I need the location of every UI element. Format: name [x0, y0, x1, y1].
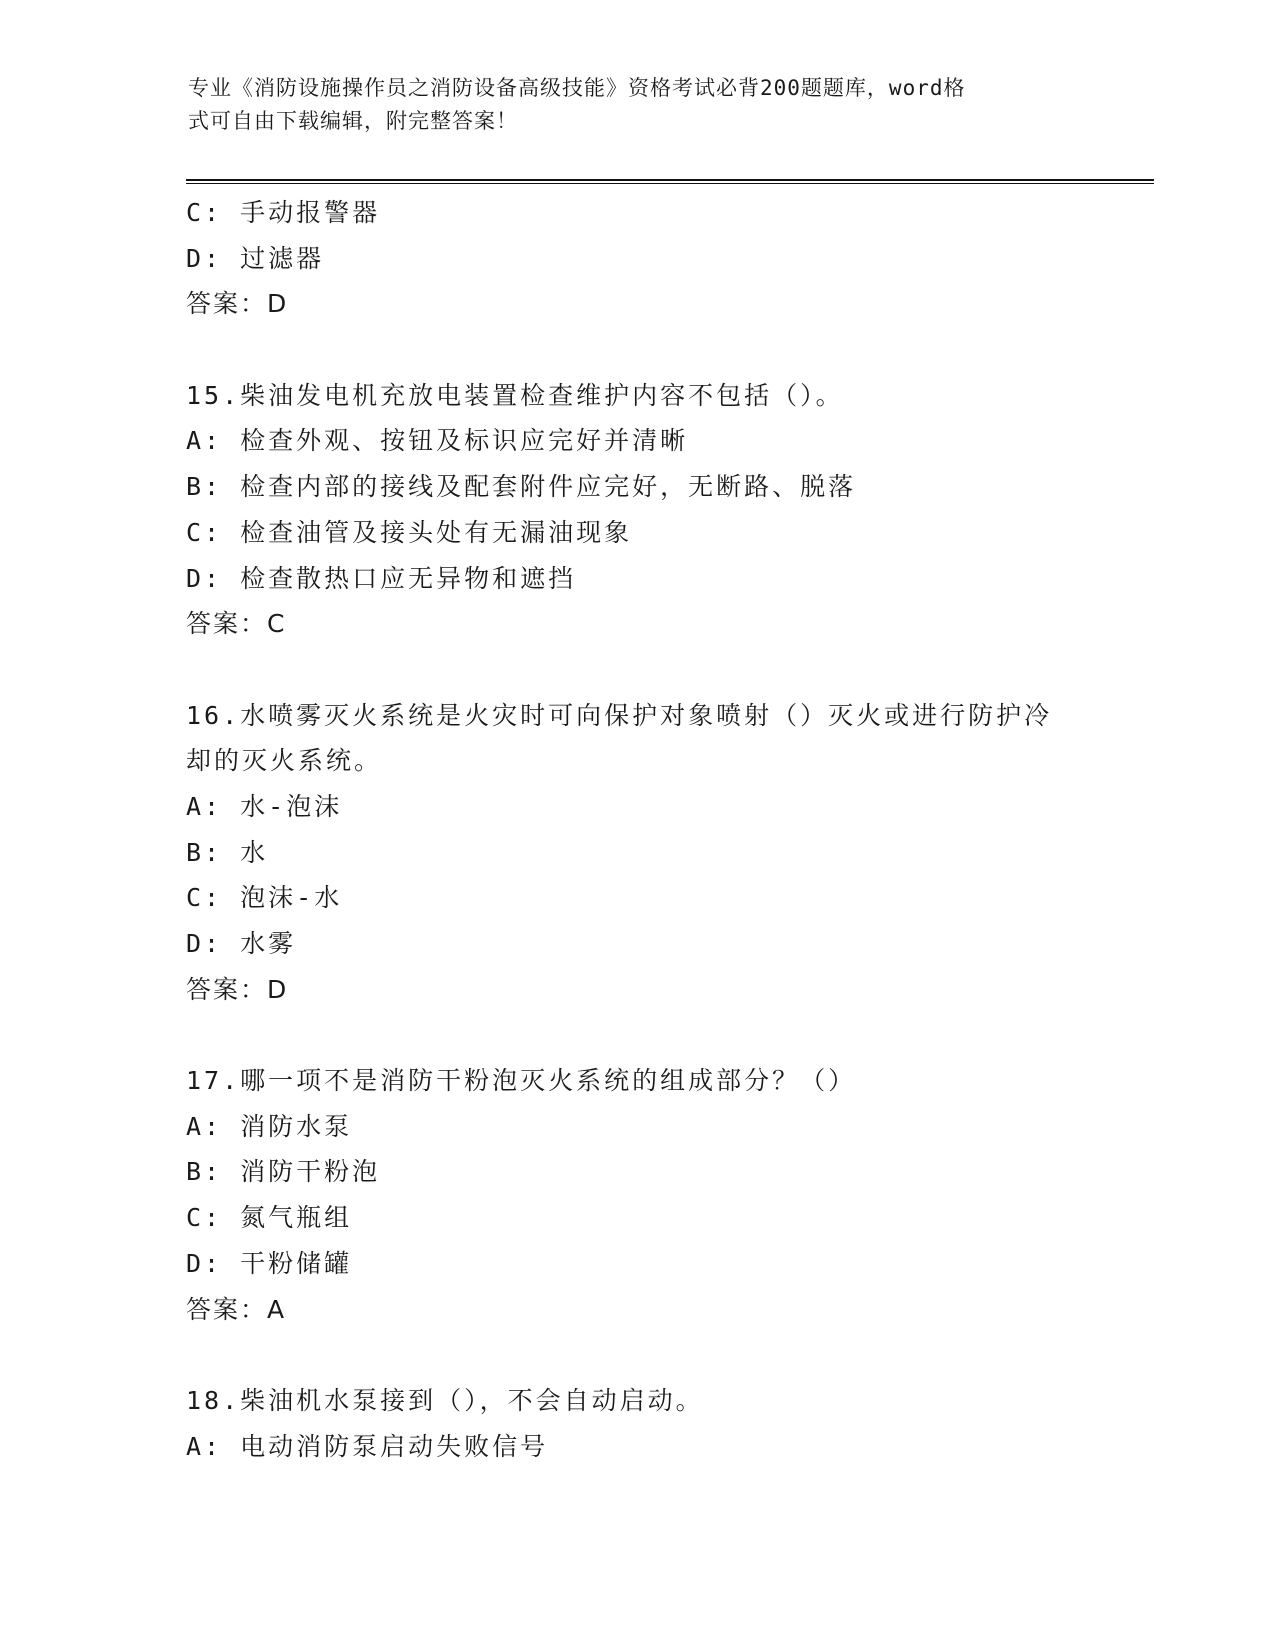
question-16-stem-cont: 却的灭火系统。	[186, 746, 383, 776]
question-16-stem: 16.水喷雾灭火系统是火灾时可向保护对象喷射（）灭火或进行防护冷	[186, 700, 1053, 730]
prev-answer: 答案：D	[186, 289, 289, 319]
question-15-stem: 15.柴油发电机充放电装置检查维护内容不包括（）。	[186, 380, 844, 410]
question-17-option-c: C: 氮气瓶组	[186, 1203, 353, 1233]
prev-option-d: D: 过滤器	[186, 243, 325, 273]
question-15-option-c: C: 检查油管及接头处有无漏油现象	[186, 517, 633, 547]
question-16-option-c: C: 泡沫-水	[186, 883, 343, 913]
spacer	[186, 1012, 1146, 1058]
spacer	[186, 647, 1146, 693]
question-17-option-b: B: 消防干粉泡	[186, 1157, 381, 1187]
question-15-option-d: D: 检查散热口应无异物和遮挡	[186, 563, 577, 593]
spacer	[186, 327, 1146, 373]
header-line-1: 专业《消防设施操作员之消防设备高级技能》资格考试必背200题题库，word格	[188, 76, 966, 100]
prev-option-c: C: 手动报警器	[186, 198, 381, 227]
header-line-2: 式可自由下载编辑，附完整答案！	[188, 109, 518, 133]
question-17-option-a: A: 消防水泵	[186, 1111, 353, 1141]
header-divider	[186, 179, 1154, 184]
question-15-answer: 答案：C	[186, 609, 287, 639]
question-16-answer: 答案：D	[186, 974, 289, 1004]
question-18-stem: 18.柴油机水泵接到（），不会自动启动。	[186, 1385, 704, 1415]
question-17-stem: 17.哪一项不是消防干粉泡灭火系统的组成部分？（）	[186, 1066, 857, 1096]
question-15-option-a: A: 检查外观、按钮及标识应完好并清晰	[186, 426, 689, 456]
question-17-option-d: D: 干粉储罐	[186, 1248, 353, 1278]
question-15-option-b: B: 检查内部的接线及配套附件应完好，无断路、脱落	[186, 472, 857, 502]
spacer	[186, 1332, 1146, 1378]
question-list	[186, 190, 1146, 1469]
question-16-option-d: D: 水雾	[186, 929, 297, 958]
question-16-option-b: B: 水	[186, 837, 269, 867]
question-17-answer: 答案：A	[186, 1294, 287, 1324]
document-header	[188, 72, 1068, 138]
question-16-option-a: A: 水-泡沫	[186, 791, 343, 821]
question-18-option-a: A: 电动消防泵启动失败信号	[186, 1431, 549, 1461]
